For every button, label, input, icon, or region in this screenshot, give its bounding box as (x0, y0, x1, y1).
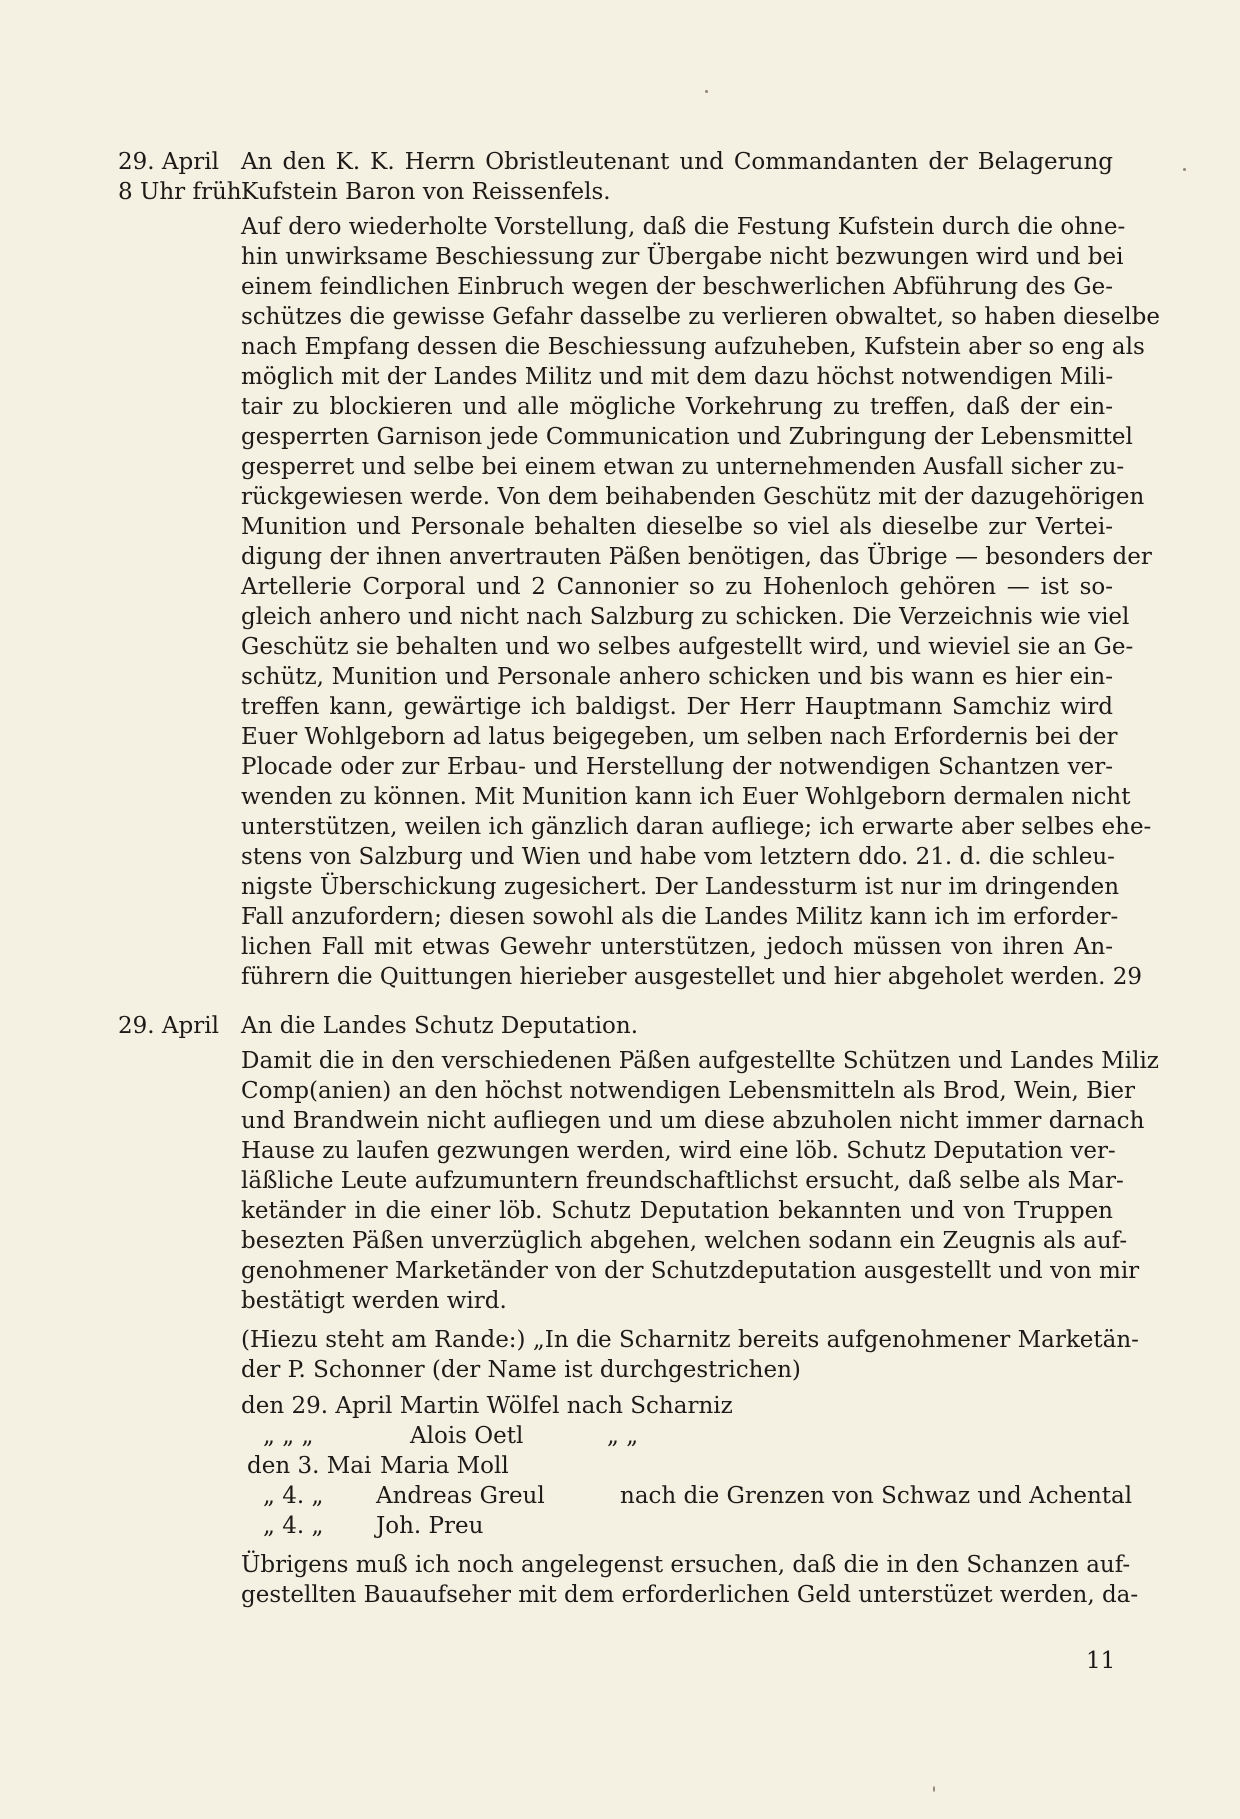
entry2-body-line: Hause zu laufen gezwungen werden, wird eine löb. Schutz Deputation ver- (241, 1138, 1116, 1164)
list-name: Alois Oetl (410, 1423, 524, 1449)
entry1-body-line: tair zu blockieren und alle mögliche Vorkehrung zu treffen, daß der ein- (241, 394, 1113, 420)
entry1-body-line: schütz, Munition und Personale anhero schicken und bis wann es hier ein- (241, 664, 1113, 690)
list-name: Maria Moll (380, 1453, 509, 1479)
list-name: Joh. Preu (376, 1513, 484, 1539)
entry1-body-line: digung der ihnen anvertrauten Päßen benötigen, das Übrige — besonders der (241, 544, 1152, 570)
entry2-closing-line: gestellten Bauaufseher mit dem erforderlichen Geld unterstüzet werden, da- (241, 1582, 1139, 1608)
entry1-heading-line: An den K. K. Herrn Obristleutenant und Commandanten der Belagerung (241, 149, 1113, 175)
entry1-body-line: führern die Quittungen hierieber ausgestellet und hier abgeholet werden. 29 (241, 964, 1143, 990)
entry1-body-line: Plocade oder zur Erbau- und Herstellung der notwendigen Schantzen ver- (241, 754, 1113, 780)
entry1-heading-line: Kufstein Baron von Reissenfels. (241, 179, 611, 205)
list-ditto: „ „ (607, 1423, 639, 1449)
entry1-body-line: Munition und Personale behalten dieselbe so viel als dieselbe zur Vertei- (241, 514, 1113, 540)
margin-date-entry-2: 29. April (118, 1013, 219, 1039)
entry1-body-line: Auf dero wiederholte Vorstellung, daß die Festung Kufstein durch die ohne- (241, 214, 1126, 240)
list-ditto: „ 4. „ (263, 1483, 324, 1509)
entry1-body-line: Fall anzufordern; diesen sowohl als die Landes Militz kann ich im erforder- (241, 904, 1119, 930)
list-ditto: „ 4. „ (263, 1513, 324, 1539)
entry1-body-line: gleich anhero und nicht nach Salzburg zu schicken. Die Verzeichnis wie viel (241, 604, 1130, 630)
entry1-body-line: hin unwirksame Beschiessung zur Übergabe nicht bezwungen wird und bei (241, 244, 1124, 270)
page-number: 11 (1086, 1648, 1116, 1674)
entry1-body-line: Euer Wohlgeborn ad latus beigegeben, um selben nach Erfordernis bei der (241, 724, 1118, 750)
entry2-body-line: ketänder in die einer löb. Schutz Deputation bekannten und von Truppen (241, 1198, 1113, 1224)
entry1-body-line: wenden zu können. Mit Munition kann ich Euer Wohlgeborn dermalen nicht (241, 784, 1131, 810)
entry1-body-line: gesperrten Garnison jede Communication und Zubringung der Lebensmittel (241, 424, 1133, 450)
margin-time-entry-1: 8 Uhr früh (118, 179, 242, 205)
list-date: den 3. Mai (247, 1453, 372, 1479)
entry1-body-line: einem feindlichen Einbruch wegen der beschwerlichen Abführung des Ge- (241, 274, 1113, 300)
paper-speck (1183, 168, 1186, 171)
entry2-note-line: (Hiezu steht am Rande:) „In die Scharnitz bereits aufgenohmener Marketän- (241, 1327, 1139, 1353)
list-destination: nach die Grenzen von Schwaz und Achental (620, 1483, 1133, 1509)
entry1-body-line: möglich mit der Landes Militz und mit dem dazu höchst notwendigen Mili- (241, 364, 1114, 390)
entry2-body-line: und Brandwein nicht aufliegen und um diese abzuholen nicht immer darnach (241, 1108, 1145, 1134)
entry1-body-line: lichen Fall mit etwas Gewehr unterstützen, jedoch müssen von ihren An- (241, 934, 1113, 960)
entry2-body-line: besezten Päßen unverzüglich abgehen, welchen sodann ein Zeugnis als auf- (241, 1228, 1128, 1254)
entry2-closing-line: Übrigens muß ich noch angelegenst ersuchen, daß die in den Schanzen auf- (241, 1552, 1131, 1578)
entry2-body-line: genohmener Marketänder von der Schutzdeputation ausgestellt und von mir (241, 1258, 1140, 1284)
entry2-heading: An die Landes Schutz Deputation. (241, 1013, 639, 1039)
entry1-body-line: unterstützen, weilen ich gänzlich daran aufliege; ich erwarte aber selbes ehe- (241, 814, 1152, 840)
entry1-body-line: Artellerie Corporal und 2 Cannonier so zu Hohenloch gehören — ist so- (241, 574, 1113, 600)
entry1-body-line: nigste Überschickung zugesichert. Der Landessturm ist nur im dringenden (241, 874, 1120, 900)
entry2-body-line: Damit die in den verschiedenen Päßen aufgestellte Schützen und Landes Miliz (241, 1048, 1159, 1074)
entry1-body-line: schützes die gewisse Gefahr dasselbe zu verlieren obwaltet, so haben dieselbe (241, 304, 1160, 330)
entry1-body-line: nach Empfang dessen die Beschiessung aufzuheben, Kufstein aber so eng als (241, 334, 1145, 360)
entry2-body-line: bestätigt werden wird. (241, 1288, 507, 1314)
paper-speck (705, 90, 708, 93)
entry2-body-line: läßliche Leute aufzumuntern freundschaftlichst ersucht, daß selbe als Mar- (241, 1168, 1124, 1194)
entry1-body-line: treffen kann, gewärtige ich baldigst. Der Herr Hauptmann Samchiz wird (241, 694, 1113, 720)
entry2-body-line: Comp(anien) an den höchst notwendigen Lebensmitteln als Brod, Wein, Bier (241, 1078, 1135, 1104)
paper-speck (933, 1786, 935, 1792)
margin-date-entry-1: 29. April (118, 149, 219, 175)
entry1-body-line: stens von Salzburg und Wien und habe vom letztern ddo. 21. d. die schleu- (241, 844, 1115, 870)
list-name: Andreas Greul (376, 1483, 545, 1509)
entry1-body-line: rückgewiesen werde. Von dem beihabenden Geschütz mit der dazugehörigen (241, 484, 1145, 510)
entry2-note-line: der P. Schonner (der Name ist durchgestrichen) (241, 1357, 801, 1383)
list-row: den 29. April Martin Wölfel nach Scharniz (241, 1393, 733, 1419)
entry1-body-line: Geschütz sie behalten und wo selbes aufgestellt wird, und wieviel sie an Ge- (241, 634, 1134, 660)
list-ditto: „ „ „ (263, 1423, 314, 1449)
entry1-body-line: gesperret und selbe bei einem etwan zu unternehmenden Ausfall sicher zu- (241, 454, 1125, 480)
